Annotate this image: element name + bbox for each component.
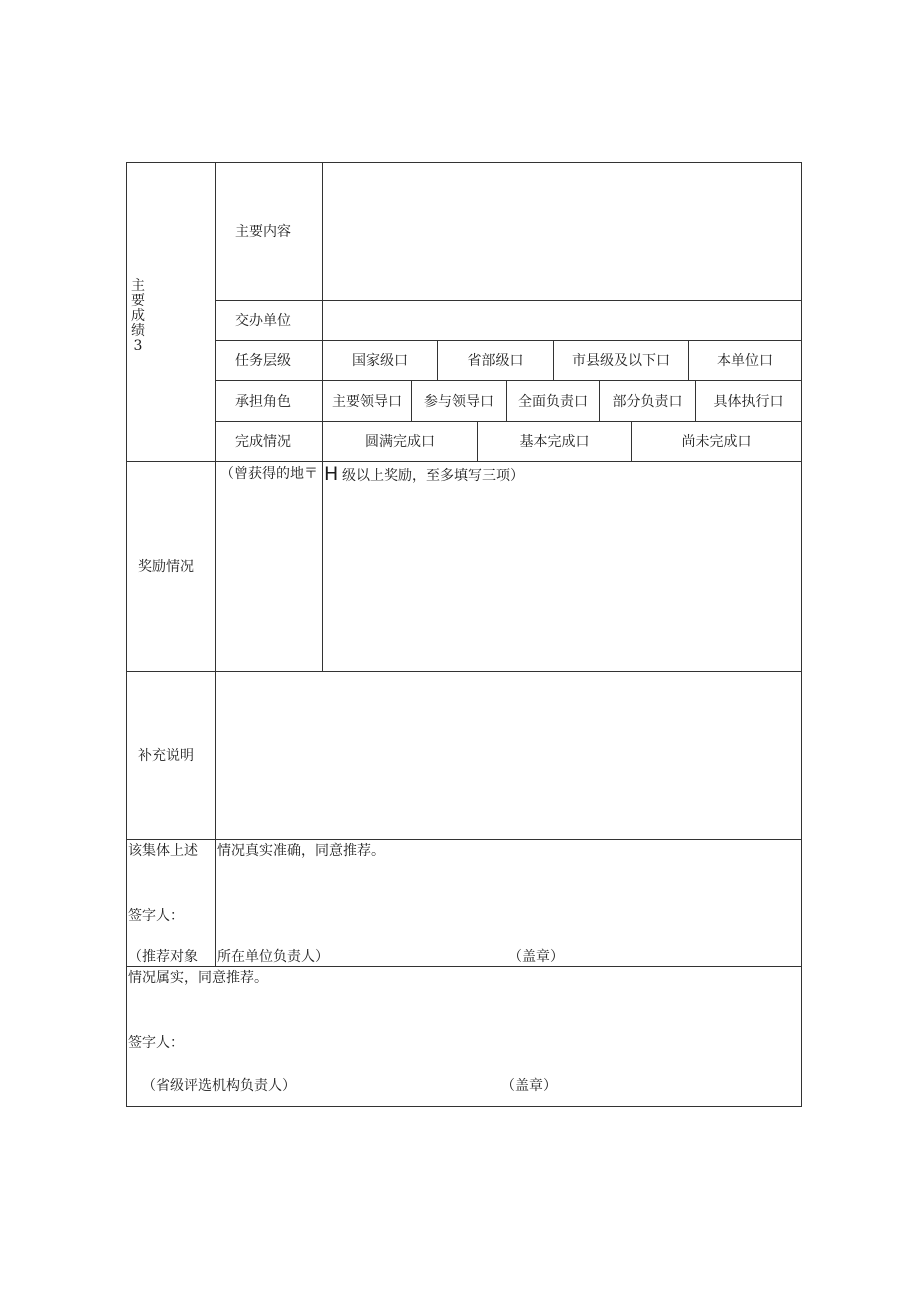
task-level-option-national[interactable]: 国家级口 [352,353,408,369]
task-level-option-provincial[interactable]: 省部级口 [467,353,524,369]
main-content-label: 主要内容 [235,224,291,240]
divider-row-4 [215,421,801,422]
unit-opinion-text-right: 情况真实准确，同意推荐。 [217,843,385,859]
assigning-unit-label: 交办单位 [235,313,291,329]
awards-label: 奖励情况 [138,559,194,575]
divider-row-2 [215,340,801,341]
divider-col-1 [215,162,216,966]
provincial-role-label: （省级评选机构负责人） [142,1078,296,1094]
unit-opinion-text-left: 该集体上述 [128,843,198,859]
completion-label: 完成情况 [235,434,291,450]
role-option-partial-charge[interactable]: 部分负责口 [612,394,683,410]
role-option-main-lead[interactable]: 主要领导口 [332,394,402,410]
unit-role-left: （推荐对象 [128,949,198,965]
role-option-full-charge[interactable]: 全面负责口 [518,394,588,410]
divider-section-1 [126,461,802,462]
supplement-field[interactable] [216,672,801,839]
unit-role-right: 所在单位负责人） [217,949,329,965]
provincial-seal-label: （盖章） [501,1078,557,1094]
awards-field[interactable] [323,490,801,671]
awards-note-part-2: 级以上奖励，至多填写三项） [342,468,524,484]
task-level-option-own-unit[interactable]: 本单位口 [717,353,773,369]
completion-option-not-yet[interactable]: 尚未完成口 [681,434,752,450]
divider-section-4 [126,966,802,967]
divider-row-3 [215,380,801,381]
supplement-label: 补充说明 [138,748,194,764]
awards-note-part-1: （曾获得的地〒 [220,466,318,482]
completion-option-basically[interactable]: 基本完成口 [519,434,590,450]
main-achievements-side-label: 主要成绩3 [131,278,145,354]
role-option-co-lead[interactable]: 参与领导口 [424,394,494,410]
role-option-executor[interactable]: 具体执行口 [713,394,784,410]
unit-signer-label: 签字人： [128,908,184,924]
main-content-field[interactable] [323,163,801,300]
provincial-opinion-text: 情况属实，同意推荐。 [128,970,268,986]
border-bottom [126,1106,802,1107]
completion-option-fully[interactable]: 圆满完成口 [365,434,435,450]
assigning-unit-field[interactable] [323,301,801,340]
task-level-label: 任务层级 [235,353,291,369]
task-level-option-city-county[interactable]: 市县级及以下口 [572,353,670,369]
awards-note-glyph: H [324,463,339,485]
divider-section-3 [126,839,802,840]
unit-seal-label: （盖章） [508,949,564,965]
provincial-signer-label: 签字人： [128,1035,184,1051]
role-label: 承担角色 [235,394,291,410]
